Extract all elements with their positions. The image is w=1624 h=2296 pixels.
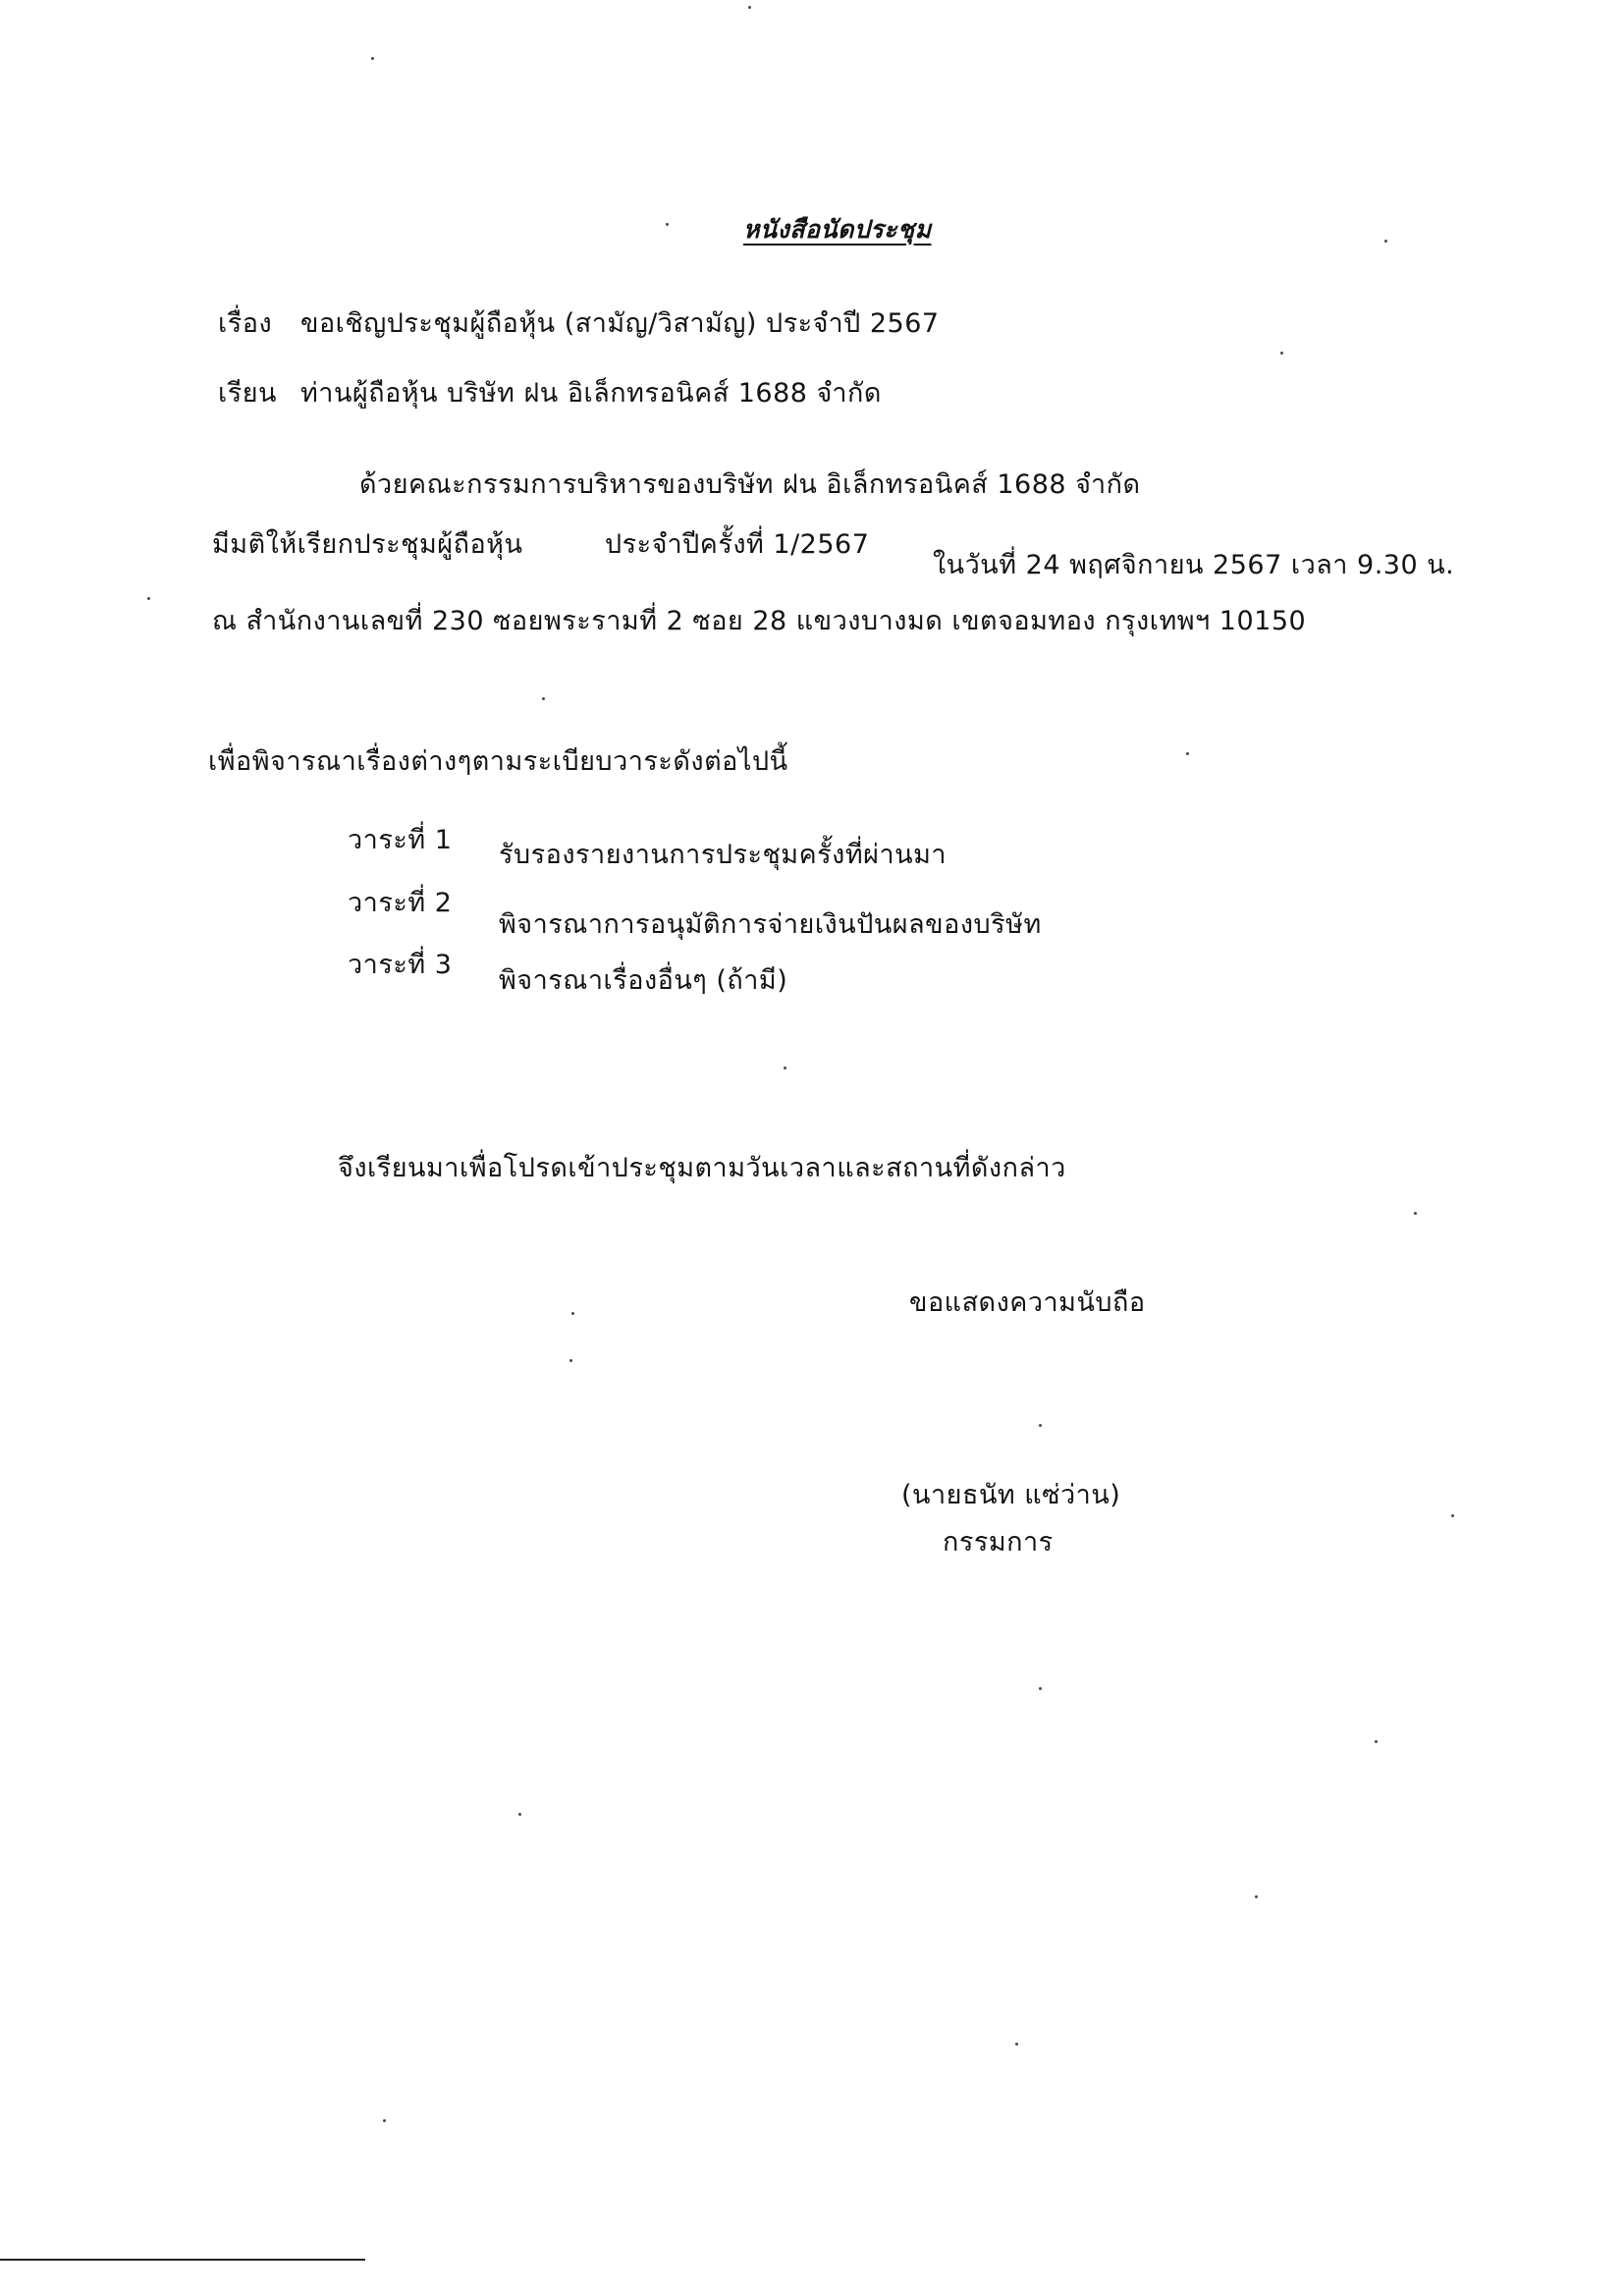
closing-text: จึงเรียนมาเพื่อโปรดเข้าประชุมตามวันเวลาและสถานที่ดังกล่าว (338, 1153, 1066, 1183)
scan-speck (571, 1312, 574, 1315)
body-line-3: ณ สำนักงานเลขที่ 230 ซอยพระรามที่ 2 ซอย 28 แขวงบางมด เขตจอมทอง กรุงเทพฯ 10150 (212, 606, 1307, 636)
scan-speck (784, 1066, 786, 1069)
body-line-2-c: ในวันที่ 24 พฤศจิกายน 2567 เวลา 9.30 น. (933, 550, 1455, 580)
scan-speck (748, 6, 751, 9)
scan-speck (1039, 1424, 1042, 1427)
footer-rule (0, 2259, 365, 2261)
scan-speck (1280, 352, 1283, 355)
agenda-item-1-text: รับรองรายงานการประชุมครั้งที่ผ่านมา (499, 840, 947, 870)
scan-speck (1186, 752, 1189, 755)
body-line-2-a: มีมติให้เรียกประชุมผู้ถือหุ้น (212, 529, 523, 560)
scan-speck (147, 597, 150, 600)
agenda-item-1-label: วาระที่ 1 (348, 825, 453, 855)
to-text: ท่านผู้ถือหุ้น บริษัท ฝน อิเล็กทรอนิคส์ 1688 จำกัด (300, 378, 882, 409)
scan-speck (371, 57, 374, 60)
scan-speck (666, 223, 669, 226)
body-line-1: ด้วยคณะกรรมการบริหารของบริษัท ฝน อิเล็กทรอนิคส์ 1688 จำกัด (359, 469, 1141, 500)
scan-speck (518, 1813, 521, 1816)
signatory-name: (นายธนัท แซ่ว่าน) (901, 1480, 1121, 1510)
scan-speck (1375, 1740, 1378, 1743)
agenda-item-2-label: วาระที่ 2 (348, 888, 453, 918)
scan-speck (383, 2119, 386, 2122)
agenda-item-3-label: วาระที่ 3 (348, 950, 453, 980)
scan-speck (569, 1359, 572, 1362)
scan-speck (1015, 2043, 1018, 2046)
agenda-item-3-text: พิจารณาเรื่องอื่นๆ (ถ้ามี) (499, 965, 788, 996)
subject-label: เรื่อง (218, 308, 273, 339)
signatory-title: กรรมการ (943, 1527, 1054, 1558)
scan-speck (1255, 1895, 1258, 1898)
scan-speck (1039, 1687, 1042, 1690)
scan-speck (542, 697, 545, 700)
subject-text: ขอเชิญประชุมผู้ถือหุ้น (สามัญ/วิสามัญ) ประจำปี 2567 (300, 308, 940, 339)
scan-speck (1384, 240, 1387, 243)
agenda-item-2-text: พิจารณาการอนุมัติการจ่ายเงินปันผลของบริษัท (499, 909, 1042, 940)
scan-speck (1414, 1212, 1417, 1215)
scan-speck (1451, 1514, 1454, 1517)
body-line-2-b: ประจำปีครั้งที่ 1/2567 (605, 529, 870, 560)
document-title: หนังสือนัดประชุม (743, 215, 932, 244)
to-label: เรียน (218, 378, 278, 409)
regards-text: ขอแสดงความนับถือ (909, 1287, 1146, 1318)
agenda-intro: เพื่อพิจารณาเรื่องต่างๆตามระเบียบวาระดังต่อไปนี้ (208, 746, 788, 777)
